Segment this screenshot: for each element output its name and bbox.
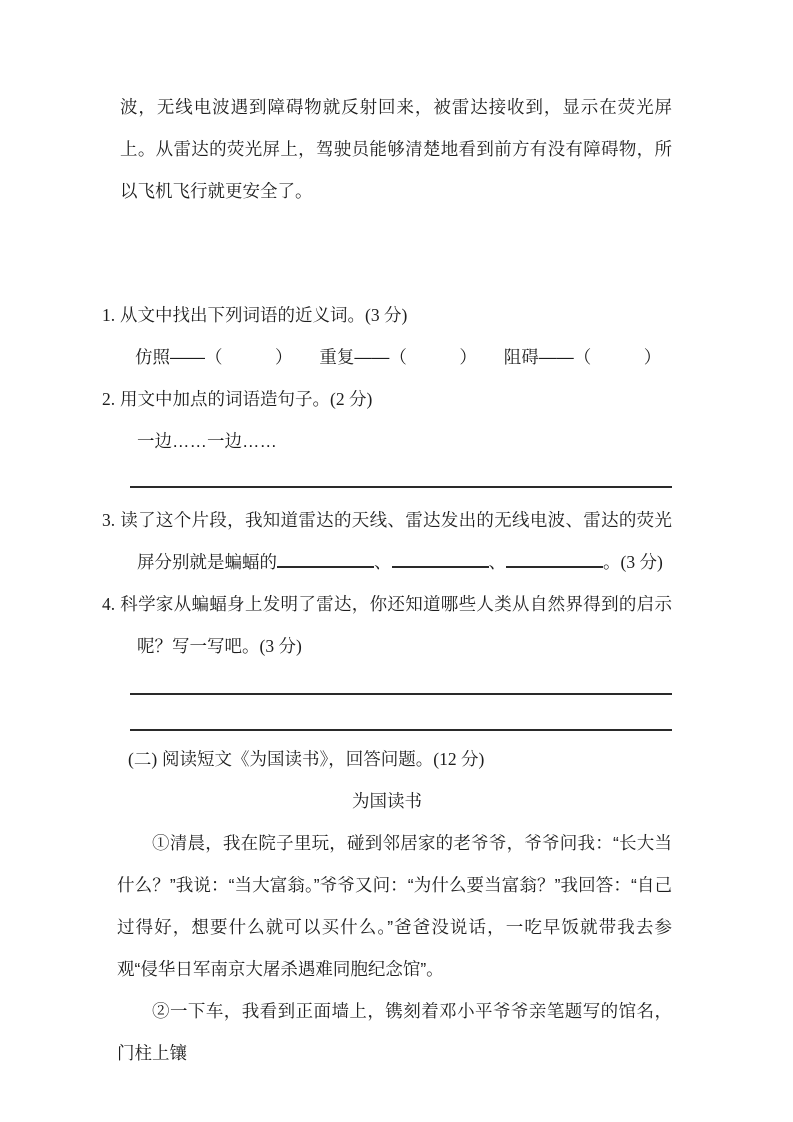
synonym-blank-2: ——（ ） (354, 347, 477, 367)
question-1-number: 1. (102, 305, 116, 325)
synonym-word-1: 仿照 (135, 347, 170, 367)
section-2-text: 阅读短文《为国读书》，回答问题。 (162, 749, 434, 769)
synonym-item-2 (319, 347, 477, 367)
blank-period: 。 (603, 552, 621, 572)
question-2-score: (2 分) (330, 389, 373, 409)
question-3 (102, 499, 672, 583)
answer-blank-2 (392, 565, 489, 568)
question-1-text: 从文中找出下列词语的近义词。 (120, 305, 365, 325)
question-4-score: (3 分) (259, 636, 302, 656)
synonym-item-3 (504, 347, 662, 367)
question-4-text: 科学家从蝙蝠身上发明了雷达，你还知道哪些人类从自然界得到的启示呢？写一写吧。 (120, 594, 672, 656)
sentence-prompt: 一边……一边…… (137, 431, 277, 451)
answer-blank-3 (506, 565, 603, 568)
question-3-score: (3 分) (620, 552, 663, 572)
answer-line (130, 693, 672, 695)
essay-paragraph-1: ①清晨，我在院子里玩，碰到邻居家的老爷爷，爷爷问我：“长大当什么？”我说：“当大富翁。”爷爷又问：“为什么要当富翁？”我回答：“自己过得好，想要什么就可以买什么。”爸爸没说话，一吃早饭就带我去参观“侵华日军南京大屠杀遇难同胞纪念馆”。 (117, 833, 672, 979)
question-1 (102, 294, 672, 336)
blank-gap (102, 212, 672, 294)
answer-line (130, 729, 672, 731)
essay-paragraph-2: ②一下车，我看到正面墙上，镌刻着邓小平爷爷亲笔题写的馆名，门柱上镶 (117, 1001, 672, 1063)
blank-separator-1: 、 (374, 552, 392, 572)
synonym-item-1 (135, 347, 293, 367)
synonym-blank-3: ——（ ） (538, 347, 662, 367)
question-1-score: (3 分) (365, 305, 408, 325)
section-2-label: (二) (128, 749, 158, 769)
answer-line (130, 486, 672, 488)
question-2-text: 用文中加点的词语造句子。 (120, 389, 330, 409)
question-3-number: 3. (102, 510, 116, 530)
synonym-word-3: 阻碍 (503, 347, 539, 367)
blank-separator-2: 、 (488, 552, 506, 572)
section-2-score: (12 分) (433, 749, 485, 769)
question-3-text: 读了这个片段，我知道雷达的天线、雷达发出的无线电波、雷达的荧光屏分别就是蝙蝠的 (120, 510, 672, 572)
answer-blank-1 (277, 565, 374, 568)
question-2-number: 2. (102, 389, 116, 409)
question-4-number: 4. (102, 594, 116, 614)
synonym-blank-1: ——（ ） (170, 347, 293, 367)
synonym-word-2: 重复 (319, 347, 355, 367)
synonym-pairs-row (135, 336, 672, 378)
essay-title: 为国读书 (352, 791, 422, 811)
question-4 (102, 583, 672, 667)
reading-passage-continuation: 波，无线电波遇到障碍物就反射回来，被雷达接收到，显示在荧光屏上。从雷达的荧光屏上，驾驶员能够清楚地看到前方有没有障碍物，所以飞机飞行就更安全了。 (120, 97, 672, 201)
section-2-heading (128, 738, 672, 780)
question-2 (102, 378, 672, 420)
